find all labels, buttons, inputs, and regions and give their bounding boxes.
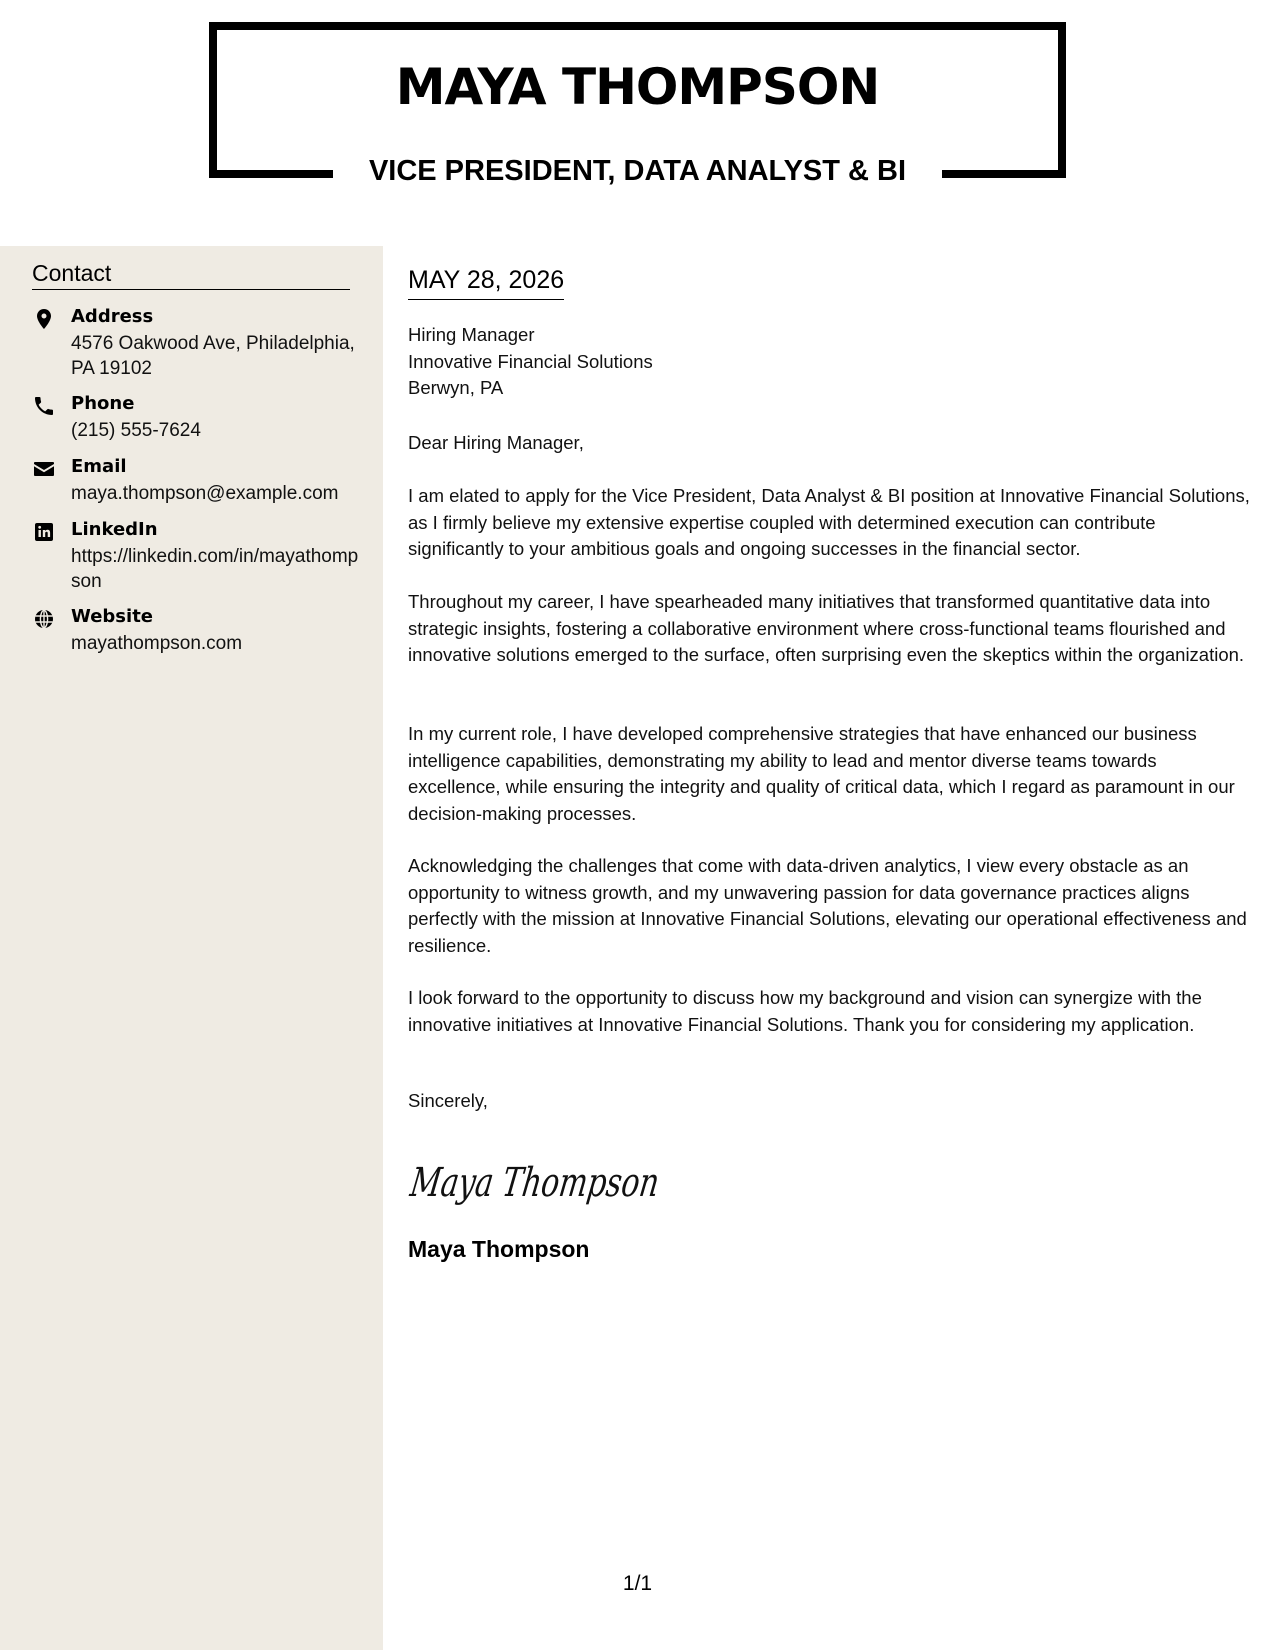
map-pin-icon bbox=[32, 307, 56, 331]
frame-top-bar bbox=[209, 22, 1066, 30]
svg-text:Maya Thompson: Maya Thompson bbox=[407, 1160, 749, 1206]
job-title: VICE PRESIDENT, DATA ANALYST & BI bbox=[368, 155, 907, 187]
signer-name: Maya Thompson bbox=[408, 1236, 590, 1262]
contact-label: Address bbox=[71, 306, 154, 327]
contact-label: Website bbox=[71, 606, 154, 627]
recipient-line: Hiring Manager bbox=[408, 324, 535, 345]
contact-value: (215) 555-7624 bbox=[71, 420, 201, 441]
candidate-name: MAYA THOMPSON bbox=[395, 58, 880, 116]
globe-icon bbox=[32, 607, 56, 631]
contact-value: 4576 Oakwood Ave, Philadelphia, PA 19102 bbox=[71, 333, 355, 379]
closing: Sincerely, bbox=[408, 1090, 488, 1111]
contact-value: mayathompson.com bbox=[71, 633, 243, 654]
body-paragraph: I am elated to apply for the Vice President, Data Analyst & BI position at Innovative Financial Solutions, as I firmly believe my extensive expertise coupled with determined execution can contribute significantly to your ambitious goals and ongoing successes in the financial sector. bbox=[408, 485, 1250, 559]
recipient-line: Berwyn, PA bbox=[408, 377, 504, 398]
page-number: 1/1 bbox=[622, 1572, 653, 1595]
signature-image bbox=[407, 1146, 749, 1216]
contact-label: Phone bbox=[71, 393, 135, 414]
contact-label: LinkedIn bbox=[71, 519, 158, 540]
body-paragraph: Throughout my career, I have spearheaded many initiatives that transformed quantitative data into strategic insights, fostering a collaborative environment where cross-functional teams flourished and innovative solutions emerged to the surface, often surprising even the skeptics within the organization. bbox=[408, 591, 1245, 665]
salutation: Dear Hiring Manager, bbox=[408, 432, 584, 453]
phone-icon bbox=[32, 394, 56, 418]
contact-sidebar bbox=[0, 246, 383, 1650]
linkedin-icon bbox=[32, 520, 56, 544]
contact-heading: Contact bbox=[32, 260, 350, 290]
envelope-icon bbox=[32, 457, 56, 481]
contact-label: Email bbox=[71, 456, 127, 477]
body-paragraph: In my current role, I have developed comprehensive strategies that have enhanced our business intelligence capabilities, demonstrating my ability to lead and mentor diverse teams towards excellence, while ensuring the integrity and quality of critical data, which I regard as paramount in our decision-making processes. bbox=[408, 723, 1235, 824]
contact-value: https://linkedin.com/in/mayathompson bbox=[71, 546, 359, 592]
letter-date: MAY 28, 2026 bbox=[408, 266, 564, 300]
recipient-block bbox=[408, 322, 653, 402]
body-paragraph: Acknowledging the challenges that come with data-driven analytics, I view every obstacle as an opportunity to witness growth, and my unwavering passion for data governance practices aligns perfectly with the mission at Innovative Financial Solutions, elevating our operational effectiveness and resilience. bbox=[408, 855, 1247, 956]
body-paragraph: I look forward to the opportunity to discuss how my background and vision can synergize with the innovative initiatives at Innovative Financial Solutions. Thank you for considering my application. bbox=[408, 987, 1202, 1035]
recipient-line: Innovative Financial Solutions bbox=[408, 350, 653, 372]
contact-value: maya.thompson@example.com bbox=[71, 483, 339, 504]
